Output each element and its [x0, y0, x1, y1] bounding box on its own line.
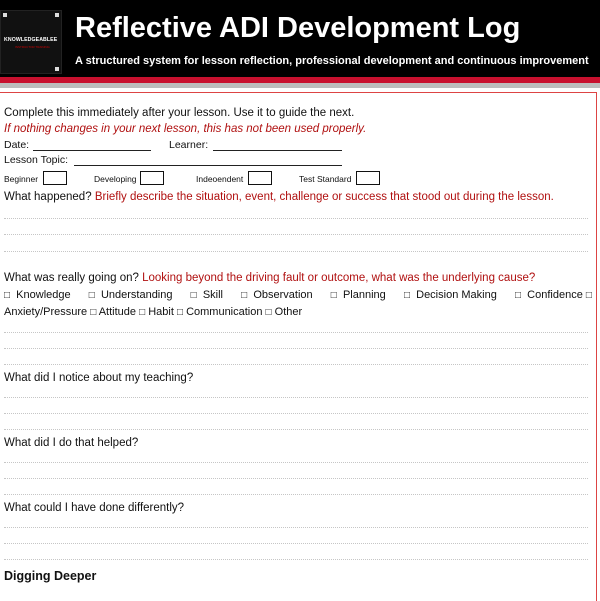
checkbox-icon[interactable]: □	[4, 290, 11, 301]
level-label-developing: Developing	[94, 174, 137, 184]
digging-deeper-heading: Digging Deeper	[4, 569, 97, 583]
happened-question	[4, 191, 554, 203]
intro-warning: If nothing changes in your next lesson, this has not been used properly.	[4, 123, 367, 135]
category-anxiety[interactable]	[4, 306, 87, 318]
answer-line[interactable]	[4, 397, 588, 398]
category-label: Anxiety/Pressure	[4, 306, 88, 318]
page-subtitle: A structured system for lesson reflection, professional development and continuous improvement	[75, 55, 589, 67]
answer-line[interactable]	[4, 527, 588, 528]
checkbox-icon[interactable]: □	[585, 290, 592, 301]
learner-field[interactable]	[213, 150, 342, 151]
category-label: Confidence	[527, 289, 583, 301]
checkbox-icon[interactable]: □	[176, 307, 183, 318]
answer-line[interactable]	[4, 429, 588, 430]
category-row-2	[4, 306, 302, 318]
category-label: Habit	[148, 306, 174, 318]
answer-line[interactable]	[4, 364, 588, 365]
checkbox-icon[interactable]: □	[241, 290, 248, 301]
answer-line[interactable]	[4, 218, 588, 219]
category-confidence[interactable]	[515, 289, 592, 301]
cause-question	[4, 272, 535, 284]
category-label: Other	[274, 306, 303, 318]
category-label: Decision Making	[416, 289, 497, 301]
answer-line[interactable]	[4, 494, 588, 495]
happened-label: What happened?	[4, 191, 92, 203]
checkbox-icon[interactable]: □	[90, 307, 97, 318]
checkbox-icon[interactable]: □	[139, 307, 146, 318]
category-label: Skill	[202, 289, 223, 301]
page-header	[0, 0, 600, 77]
header-grey-bar	[0, 83, 600, 88]
brand-logo	[0, 10, 62, 74]
answer-line[interactable]	[4, 462, 588, 463]
cause-label: What was really going on?	[4, 272, 139, 284]
level-box-developing[interactable]	[140, 171, 164, 185]
answer-line[interactable]	[4, 251, 588, 252]
category-communication[interactable]	[186, 306, 262, 318]
logo-text: KNOWLEDGEABLEE	[4, 37, 58, 43]
checkbox-icon[interactable]: □	[190, 290, 197, 301]
category-label: Knowledge	[16, 289, 71, 301]
date-label: Date:	[4, 139, 30, 151]
form-sheet	[0, 92, 597, 601]
checkbox-icon[interactable]: □	[330, 290, 337, 301]
intro-line: Complete this immediately after your lesson. Use it to guide the next.	[4, 107, 355, 119]
topic-field[interactable]	[74, 165, 342, 166]
logo-subtext: INSTRUCTOR TRAINING	[15, 45, 50, 49]
level-box-test-standard[interactable]	[356, 171, 380, 185]
differently-question: What could I have done differently?	[4, 502, 185, 514]
category-label: Planning	[342, 289, 386, 301]
checkbox-icon[interactable]: □	[514, 290, 522, 301]
cause-hint: Looking beyond the driving fault or outcome, what was the underlying cause?	[142, 272, 536, 284]
checkbox-icon[interactable]: □	[265, 307, 272, 318]
teaching-question: What did I notice about my teaching?	[4, 372, 194, 384]
answer-line[interactable]	[4, 478, 588, 479]
answer-line[interactable]	[4, 559, 588, 560]
learner-label: Learner:	[169, 139, 209, 151]
checkbox-icon[interactable]: □	[403, 290, 410, 301]
category-label: Communication	[186, 306, 263, 318]
helped-question: What did I do that helped?	[4, 437, 139, 449]
level-label-independent: Indeoendent	[196, 174, 244, 184]
category-planning[interactable]	[331, 289, 386, 301]
page-title: Reflective ADI Development Log	[75, 12, 521, 44]
answer-line[interactable]	[4, 332, 588, 333]
category-skill[interactable]	[191, 289, 223, 301]
level-box-independent[interactable]	[248, 171, 272, 185]
happened-hint: Briefly describe the situation, event, challenge or success that stood out during the lesson.	[94, 191, 554, 203]
category-label: Understanding	[100, 289, 173, 301]
category-label: Attitude	[98, 306, 137, 318]
level-label-test-standard: Test Standard	[299, 174, 352, 184]
category-knowledge[interactable]	[4, 289, 71, 301]
category-attitude[interactable]	[99, 306, 136, 318]
level-box-beginner[interactable]	[43, 171, 67, 185]
answer-line[interactable]	[4, 348, 588, 349]
answer-line[interactable]	[4, 413, 588, 414]
category-label: Observation	[253, 289, 313, 301]
category-decision-making[interactable]	[404, 289, 497, 301]
date-field[interactable]	[33, 150, 151, 151]
answer-line[interactable]	[4, 234, 588, 235]
category-other[interactable]	[275, 306, 303, 318]
checkbox-icon[interactable]: □	[88, 290, 95, 301]
topic-label: Lesson Topic:	[4, 154, 69, 166]
category-row-1	[4, 289, 592, 301]
category-habit[interactable]	[148, 306, 174, 318]
level-label-beginner: Beginner	[4, 174, 39, 184]
category-understanding[interactable]	[89, 289, 173, 301]
category-observation[interactable]	[241, 289, 312, 301]
answer-line[interactable]	[4, 543, 588, 544]
